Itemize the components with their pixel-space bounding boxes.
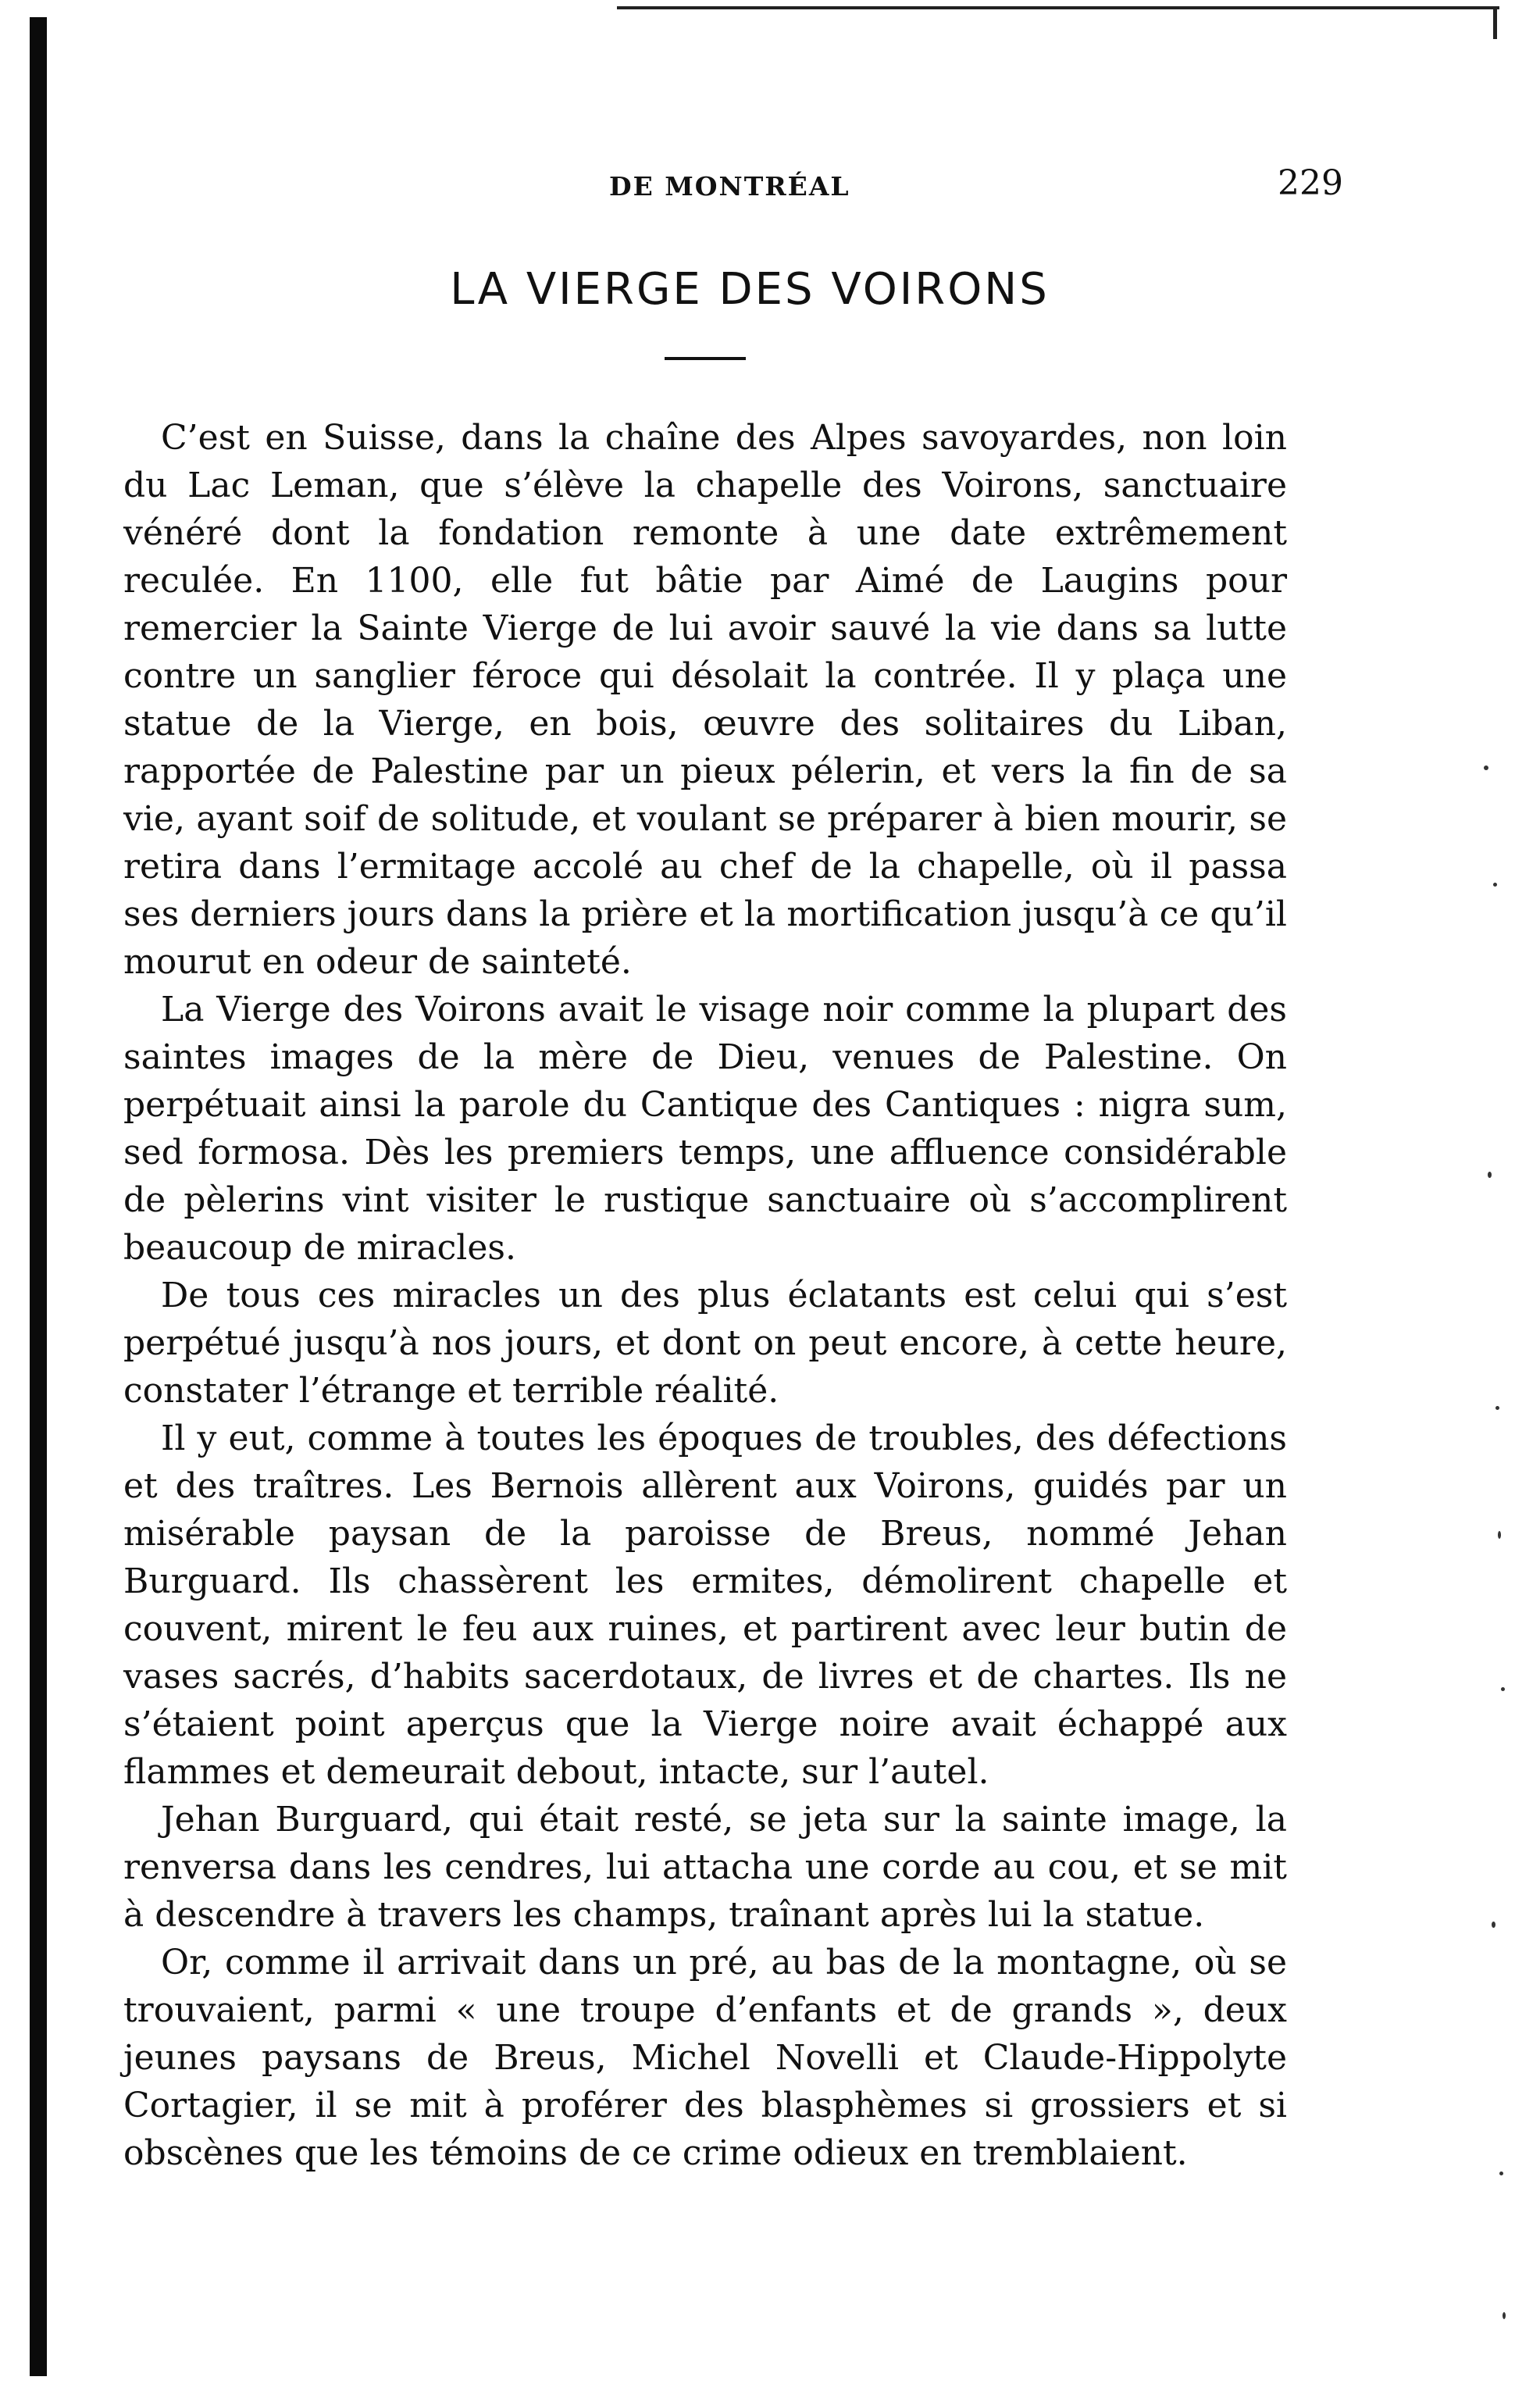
paragraph: De tous ces miracles un des plus éclatants est celui qui s’est perpétué jusqu’à nos jours, et dont on peut encore, à cette heure, constater l’étrange et terrible réalité. <box>123 1276 1287 1411</box>
body-text <box>123 414 1287 2177</box>
scan-speck <box>1501 1687 1505 1691</box>
paragraph: Il y eut, comme à toutes les époques de troubles, des défections et des traîtres. Les Bernois allèrent aux Voirons, guidés par un misérable paysan de la paroisse de Breus, nommé Jehan Burguard. Ils chassèrent les ermites, démolirent chapelle et couvent, mirent le feu aux ruines, et partirent avec leur butin de vases sacrés, d’habits sacerdotaux, de livres et de chartes. Ils ne s’étaient point aperçus que la Vierge noire avait échappé aux flammes et demeurait debout, intacte, sur l’autel. <box>123 1419 1287 1792</box>
scan-speck <box>1493 883 1497 887</box>
page-top-rule <box>617 6 1499 9</box>
paragraph: Jehan Burguard, qui était resté, se jeta sur la sainte image, la renversa dans les cendres, lui attacha une corde au cou, et se mit à descendre à travers les champs, traînant après lui la statue. <box>123 1800 1287 1935</box>
running-title: DE MONTRÉAL <box>609 171 850 202</box>
page-top-rule-tick <box>1493 6 1497 39</box>
scan-speck <box>1495 1406 1499 1410</box>
scan-speck <box>1488 1172 1492 1178</box>
scan-speck <box>1499 2172 1503 2175</box>
chapter-title: LA VIERGE DES VOIRONS <box>450 264 1050 315</box>
scan-speck <box>1503 2312 1506 2319</box>
scan-speck <box>1484 765 1488 770</box>
paragraph: La Vierge des Voirons avait le visage noir comme la plupart des saintes images de la mère de Dieu, venues de Palestine. On perpétuait ainsi la parole du Cantique des Cantiques : nigra sum, sed formosa. Dès les premiers temps, une affluence considérable de pèlerins vint visiter le rustique sanctuaire où s’accomplirent beaucoup de miracles. <box>123 990 1287 1268</box>
scan-binding-edge <box>30 17 47 2376</box>
paragraph: C’est en Suisse, dans la chaîne des Alpes savoyardes, non loin du Lac Leman, que s’élève la chapelle des Voirons, sanctuaire vénéré dont la fondation remonte à une date extrêmement reculée. En 1100, elle fut bâtie par Aimé de Laugins pour remercier la Sainte Vierge de lui avoir sauvé la vie dans sa lutte contre un sanglier féroce qui désolait la contrée. Il y plaça une statue de la Vierge, en bois, œuvre des solitaires du Liban, rapportée de Palestine par un pieux pélerin, et vers la fin de sa vie, ayant soif de solitude, et voulant se préparer à bien mourir, se retira dans l’ermitage accolé au chef de la chapelle, où il passa ses derniers jours dans la prière et la mortification jusqu’à ce qu’il mourut en odeur de sainteté. <box>123 418 1287 982</box>
scan-speck <box>1492 1922 1495 1928</box>
title-rule <box>665 357 746 360</box>
scan-speck <box>1498 1531 1501 1539</box>
running-head <box>125 160 1343 207</box>
page-number: 229 <box>1278 163 1343 203</box>
paragraph: Or, comme il arrivait dans un pré, au bas de la montagne, où se trouvaient, parmi « une troupe d’enfants et de grands », deux jeunes paysans de Breus, Michel Novelli et Claude-Hippolyte Cortagier, il se mit à proférer des blasphèmes si grossiers et si obscènes que les témoins de ce crime odieux en tremblaient. <box>123 1943 1287 2173</box>
